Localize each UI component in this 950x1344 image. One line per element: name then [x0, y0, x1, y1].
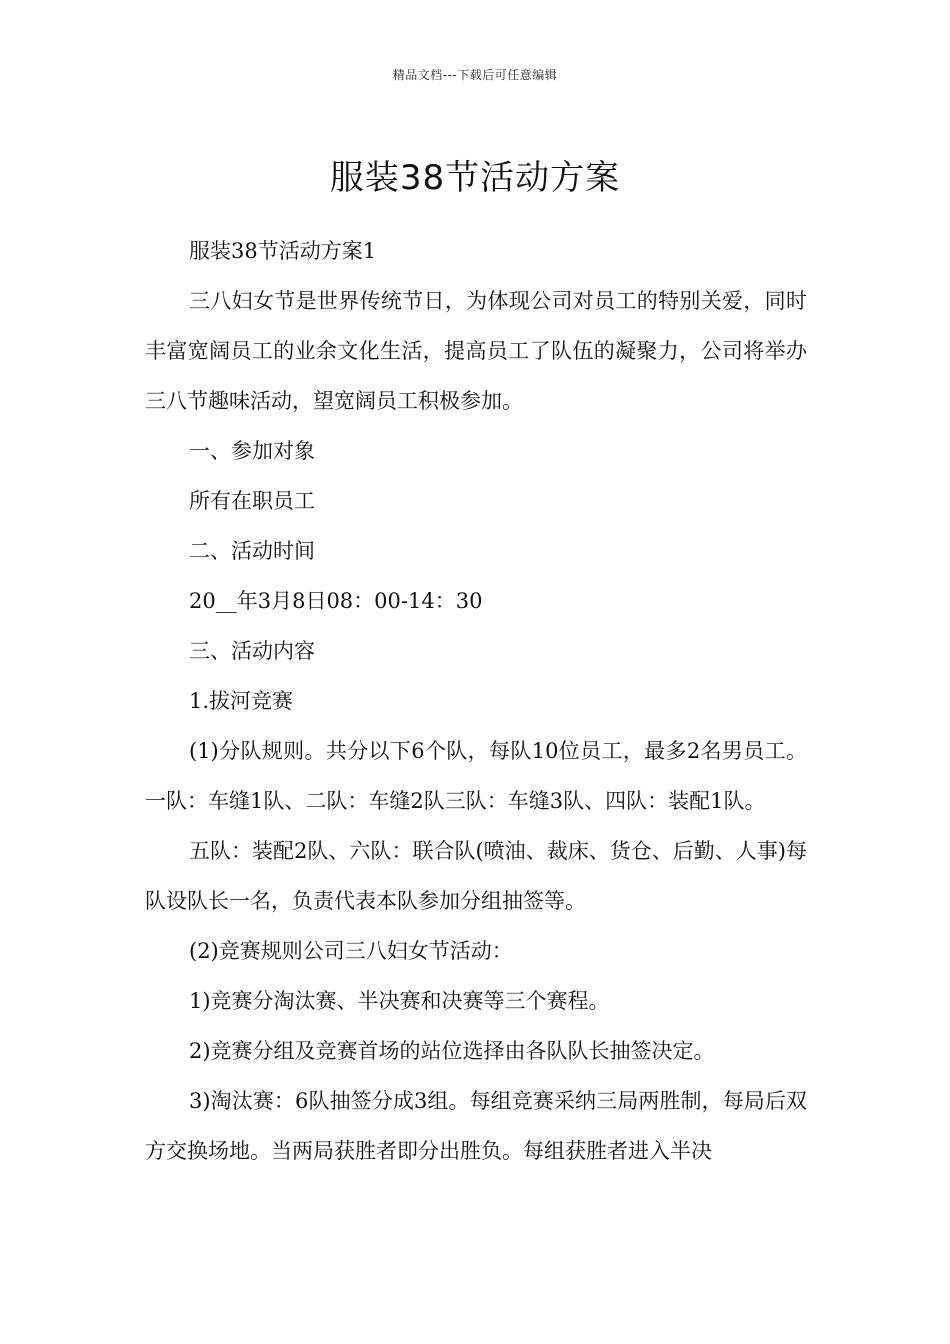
team-five-six-paragraph: 五队：装配2队、六队：联合队(喷油、裁床、货仓、后勤、人事)每队设队长一名，负责代表本队参加分组抽签等。: [145, 839, 807, 913]
team-rules-paragraph: (1)分队规则。共分以下6个队，每队10位员工，最多2名男员工。一队：车缝1队、二队：车缝2队三队：车缝3队、四队：装配1队。: [145, 739, 807, 813]
header-note: 精品文档---下载后可任意编辑: [392, 68, 558, 82]
competition-rules-paragraph: (2)竞赛规则公司三八妇女节活动：: [189, 939, 513, 963]
participants-paragraph: 所有在职员工: [189, 489, 315, 513]
time-paragraph: 20__年3月8日08：00-14：30: [189, 589, 483, 613]
rule-one-paragraph: 1)竞赛分淘汰赛、半决赛和决赛等三个赛程。: [189, 989, 610, 1013]
section-heading-participants: 一、参加对象: [189, 439, 315, 463]
section-heading-content: 三、活动内容: [189, 639, 315, 663]
intro-paragraph: 三八妇女节是世界传统节日，为体现公司对员工的特别关爱，同时丰富宽阔员工的业余文化生活，提高员工了队伍的凝聚力，公司将举办三八节趣味活动，望宽阔员工积极参加。: [145, 289, 807, 413]
subtitle-paragraph: 服装38节活动方案1: [189, 239, 377, 263]
rule-two-paragraph: 2)竞赛分组及竞赛首场的站位选择由各队队长抽签决定。: [189, 1039, 715, 1063]
rule-three-paragraph: 3)淘汰赛：6队抽签分成3组。每组竞赛采纳三局两胜制，每局后双方交换场地。当两局获胜者即分出胜负。每组获胜者进入半决: [145, 1089, 807, 1163]
document-body: [145, 226, 807, 1176]
document-title: 服装38节活动方案: [329, 157, 621, 198]
section-heading-time: 二、活动时间: [189, 539, 315, 563]
item-heading-tug-of-war: 1.拔河竞赛: [189, 689, 294, 713]
